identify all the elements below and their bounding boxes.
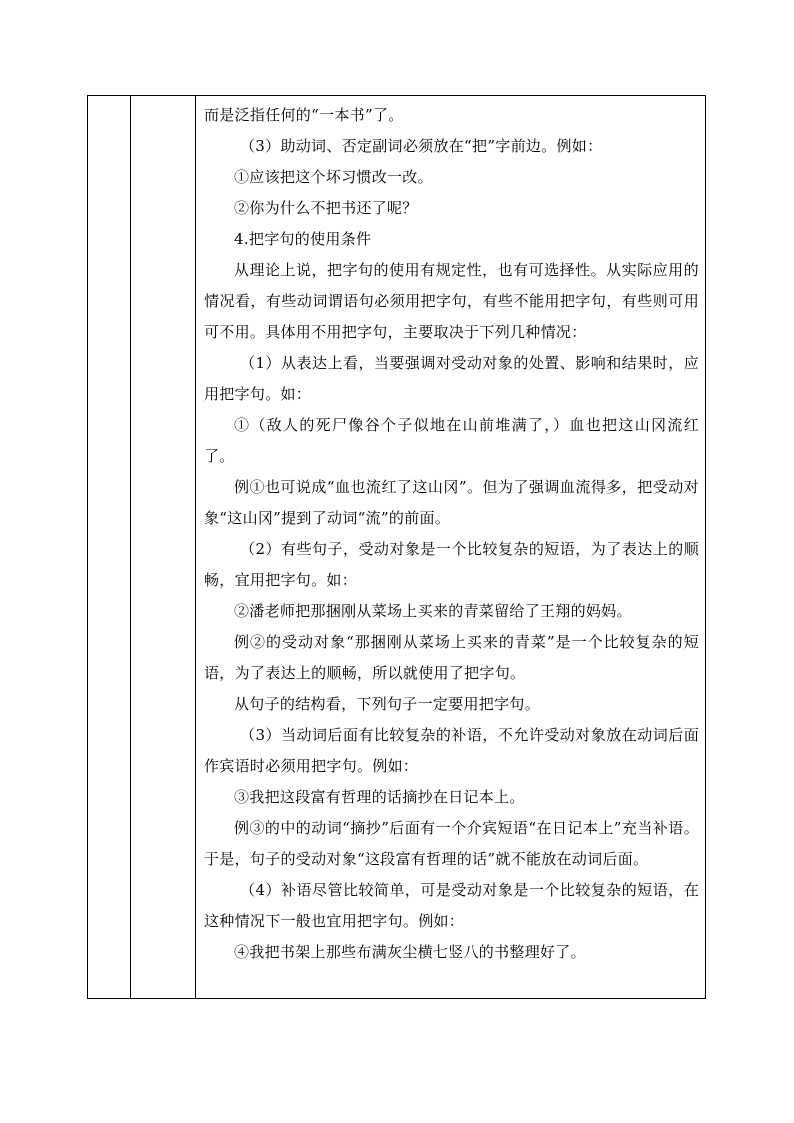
paragraph-structure-note: 从句子的结构看，下列句子一定要用把字句。 bbox=[234, 695, 541, 713]
paragraph-case-1: （1）从表达上看，当要强调对受动对象的处置、影响和结果时，应用把字句。如： bbox=[204, 354, 699, 403]
paragraph-example-2: ②你为什么不把书还了呢？ bbox=[234, 199, 418, 217]
paragraph-explanation-3: 例③的中的动词“摘抄”后面有一个介宾短语“在日记本上”充当补语。于是，句子的受动对象“这段富有哲理的话”就不能放在动词后面。 bbox=[204, 819, 699, 868]
section-heading: 4.把字句的使用条件 bbox=[234, 230, 372, 248]
table-column-divider-1 bbox=[130, 96, 131, 998]
paragraph-example-1: ①应该把这个坏习惯改一改。 bbox=[234, 168, 433, 186]
paragraph-case-4: （4）补语尽管比较简单，可是受动对象是一个比较复杂的短语，在这种情况下一般也宜用把字句。例如： bbox=[204, 881, 699, 930]
paragraph-rule-3: （3）助动词、否定副词必须放在“把”字前边。例如： bbox=[240, 137, 603, 155]
paragraph-explanation-1: 例①也可说成“血也流红了这山冈”。但为了强调血流得多，把受动对象“这山冈”提到了动词“流”的前面。 bbox=[204, 478, 699, 527]
content-cell bbox=[196, 96, 705, 998]
paragraph-case-2: （2）有些句子，受动对象是一个比较复杂的短语，为了表达上的顺畅，宜用把字句。如： bbox=[204, 540, 699, 589]
paragraph-example-case-1: ①（敌人的死尸像谷个子似地在山前堆满了，）血也把这山冈流红了。 bbox=[204, 416, 699, 465]
paragraph-intro: 从理论上说，把字句的使用有规定性，也有可选择性。从实际应用的情况看，有些动词谓语句必须用把字句，有些不能用把字句，有些则可用可不用。具体用不用把字句，主要取决于下列几种情况： bbox=[204, 261, 699, 341]
paragraph-continuation: 而是泛指任何的“一本书”了。 bbox=[204, 106, 404, 124]
paragraph-example-case-3: ③我把这段富有哲理的话摘抄在日记本上。 bbox=[234, 788, 525, 806]
paragraph-case-3: （3）当动词后面有比较复杂的补语，不允许受动对象放在动词后面作宾语时必须用把字句。例如： bbox=[204, 726, 699, 775]
paragraph-explanation-2: 例②的受动对象“那捆刚从菜场上买来的青菜”是一个比较复杂的短语，为了表达上的顺畅，所以就使用了把字句。 bbox=[204, 633, 699, 682]
document-table bbox=[87, 95, 706, 999]
paragraph-example-case-4: ④我把书架上那些布满灰尘横七竖八的书整理好了。 bbox=[234, 943, 586, 961]
paragraph-example-case-2: ②潘老师把那捆刚从菜场上买来的青菜留给了王翔的妈妈。 bbox=[234, 602, 632, 620]
